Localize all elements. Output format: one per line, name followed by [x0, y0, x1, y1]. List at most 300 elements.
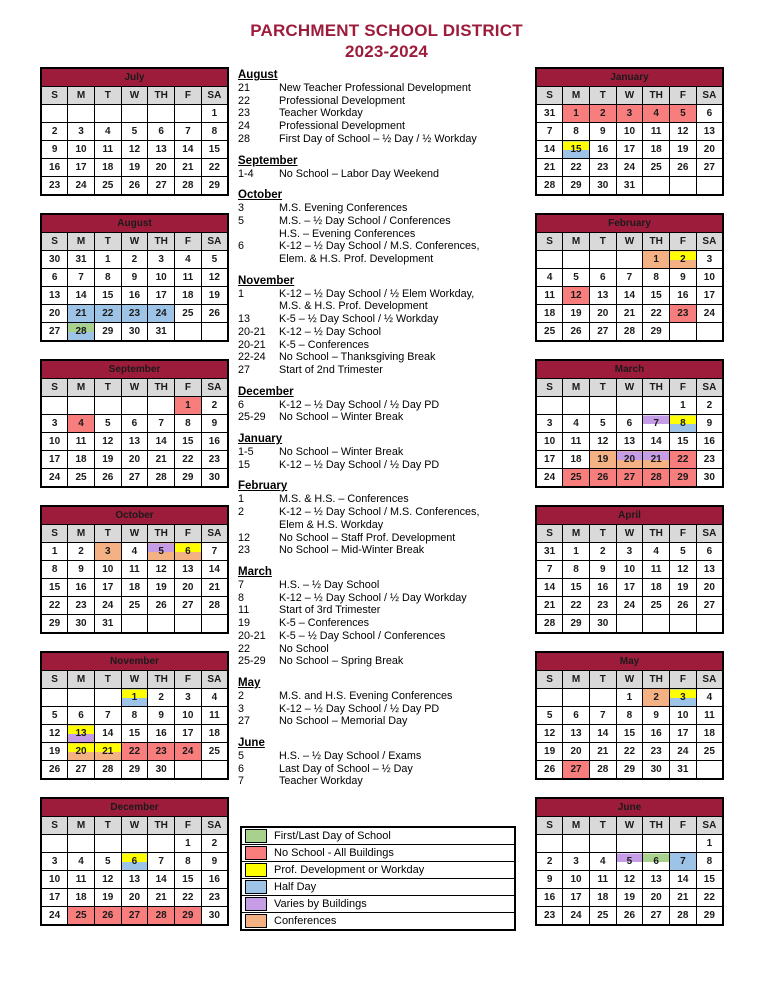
event-days: 20-21: [238, 325, 266, 338]
legend-label: Varies by Buildings: [274, 898, 367, 910]
calendar-day-cell: 15: [94, 287, 121, 305]
events-month-january: [238, 433, 526, 471]
event-row: [238, 532, 526, 545]
calendar-day-cell: 2: [41, 123, 68, 141]
event-days: 21: [238, 82, 251, 94]
calendar-empty-cell: [148, 615, 175, 634]
calendar-day-cell: 24: [563, 907, 590, 926]
calendar-day-cell: 8: [201, 123, 228, 141]
event-description-line: K-5 – Conferences: [279, 617, 370, 630]
calendar-day-cell: 13: [696, 123, 723, 141]
event-description: [279, 763, 526, 776]
calendar-day-cell: 12: [94, 871, 121, 889]
calendar-empty-cell: [643, 397, 670, 415]
calendar-month-name: July: [41, 68, 228, 87]
calendar-day-cell: 11: [536, 287, 563, 305]
day-of-week-header: T: [94, 87, 121, 105]
event-description: [279, 215, 526, 240]
calendar-day-cell: 15: [563, 141, 590, 159]
calendar-day-cell: 8: [563, 123, 590, 141]
title-line2: 2023-2024: [344, 42, 429, 61]
calendar-day-cell: 9: [201, 415, 228, 433]
calendar-empty-cell: [696, 177, 723, 196]
calendar-day-cell: 7: [643, 415, 670, 433]
calendar-day-cell: 13: [616, 433, 643, 451]
calendar-day-cell: 24: [616, 159, 643, 177]
event-days: 12: [238, 531, 251, 544]
calendar-day-cell: 1: [643, 251, 670, 269]
legend-swatch-orange: [245, 914, 267, 928]
calendar-empty-cell: [148, 105, 175, 123]
calendar-day-cell: 7: [616, 269, 643, 287]
calendar-day-cell: 26: [670, 159, 697, 177]
legend-swatch-yellow: [245, 863, 267, 877]
calendar-day-cell: 30: [696, 469, 723, 488]
calendar-day-cell: 23: [201, 451, 228, 469]
calendar-day-cell: 11: [643, 561, 670, 579]
calendar-day-cell: 21: [148, 451, 175, 469]
calendar-day-cell: 30: [148, 761, 175, 780]
calendar-day-cell: 9: [670, 269, 697, 287]
calendar-day-cell: 5: [563, 269, 590, 287]
calendar-day-cell: 30: [201, 469, 228, 488]
events-month-may: [238, 677, 526, 728]
day-of-week-header: F: [670, 817, 697, 835]
calendar-day-cell: 29: [696, 907, 723, 926]
event-row: [238, 703, 526, 716]
event-description-line: K-5 – Conferences: [279, 338, 370, 351]
calendar-month-name: April: [536, 506, 723, 525]
calendar-empty-cell: [616, 615, 643, 634]
calendar-day-cell: 26: [94, 907, 121, 926]
calendar-month-name: September: [41, 360, 228, 379]
event-description-line: K-5 – ½ Day School / Conferences: [279, 629, 446, 642]
day-of-week-header: W: [616, 233, 643, 251]
legend-row: [242, 845, 514, 862]
event-days: 23: [238, 544, 251, 557]
calendar-day-cell: 16: [148, 725, 175, 743]
calendar-empty-cell: [41, 397, 68, 415]
calendar-empty-cell: [201, 761, 228, 780]
calendar-empty-cell: [94, 105, 121, 123]
calendar-day-cell: 25: [175, 305, 202, 323]
calendar-day-cell: 19: [616, 889, 643, 907]
event-description: [279, 604, 526, 617]
day-of-week-header: TH: [148, 87, 175, 105]
calendar-day-cell: 12: [121, 141, 148, 159]
calendar-day-cell: 25: [68, 907, 95, 926]
calendar-day-cell: 23: [201, 889, 228, 907]
event-description-line: K-12 – ½ Day School / ½ Day PD: [279, 398, 440, 411]
events-month-march: [238, 566, 526, 668]
calendar-day-cell: 23: [589, 597, 616, 615]
calendar-day-cell: 25: [121, 597, 148, 615]
day-of-week-header: TH: [148, 817, 175, 835]
calendar-day-cell: 29: [563, 615, 590, 634]
event-description: [279, 351, 526, 364]
calendar-day-cell: 30: [643, 761, 670, 780]
calendar-day-cell: 10: [41, 433, 68, 451]
event-description-line: No School – Winter Break: [279, 446, 404, 459]
calendar-day-cell: 4: [696, 689, 723, 707]
calendar-day-cell: 2: [643, 689, 670, 707]
calendar-day-cell: 29: [175, 469, 202, 488]
calendar-day-cell: 2: [121, 251, 148, 269]
day-of-week-header: F: [670, 671, 697, 689]
legend-row: [242, 896, 514, 913]
calendar-day-cell: 16: [41, 159, 68, 177]
calendar-day-cell: 20: [589, 305, 616, 323]
calendar-day-cell: 15: [121, 725, 148, 743]
event-description: [279, 617, 526, 630]
calendar-day-cell: 28: [589, 761, 616, 780]
calendar-day-cell: 11: [175, 269, 202, 287]
calendar-empty-cell: [175, 323, 202, 342]
calendar-day-cell: 17: [41, 889, 68, 907]
event-row: [238, 399, 526, 412]
calendar-day-cell: 25: [563, 469, 590, 488]
event-description-line: Start of 2nd Trimester: [279, 363, 383, 376]
event-description: [279, 655, 526, 668]
events-month-november: [238, 275, 526, 377]
calendar-empty-cell: [616, 835, 643, 853]
calendar-day-cell: 24: [94, 597, 121, 615]
event-row: [238, 643, 526, 656]
event-row: [238, 690, 526, 703]
calendar-day-cell: 29: [121, 761, 148, 780]
calendar-day-cell: 9: [201, 853, 228, 871]
day-of-week-header: F: [175, 379, 202, 397]
calendar-october: [40, 505, 229, 634]
event-description-line: Elem. & H.S. Prof. Development: [279, 253, 434, 266]
calendar-day-cell: 31: [536, 105, 563, 123]
calendar-empty-cell: [121, 397, 148, 415]
calendar-day-cell: 6: [643, 853, 670, 871]
calendar-month-name: October: [41, 506, 228, 525]
calendar-day-cell: 6: [121, 415, 148, 433]
calendar-day-cell: 11: [563, 433, 590, 451]
calendar-day-cell: 19: [536, 743, 563, 761]
calendar-day-cell: 11: [643, 123, 670, 141]
calendar-day-cell: 13: [175, 561, 202, 579]
calendar-day-cell: 5: [121, 123, 148, 141]
calendar-day-cell: 26: [563, 323, 590, 342]
day-of-week-header: S: [536, 671, 563, 689]
calendar-day-cell: 4: [175, 251, 202, 269]
calendar-day-cell: 20: [148, 159, 175, 177]
event-row: [238, 168, 526, 181]
calendar-day-cell: 20: [696, 141, 723, 159]
calendar-day-cell: 4: [121, 543, 148, 561]
calendar-day-cell: 12: [589, 433, 616, 451]
event-row: [238, 240, 526, 265]
event-row: [238, 763, 526, 776]
event-description-line: First Day of School – ½ Day / ½ Workday: [279, 132, 477, 145]
event-description-line: M.S. & H.S. Prof. Development: [279, 300, 428, 313]
calendar-day-cell: 5: [148, 543, 175, 561]
calendar-day-cell: 11: [696, 707, 723, 725]
calendar-day-cell: 31: [616, 177, 643, 196]
calendar-day-cell: 23: [643, 743, 670, 761]
calendar-empty-cell: [589, 689, 616, 707]
calendar-day-cell: 15: [41, 579, 68, 597]
calendar-day-cell: 29: [41, 615, 68, 634]
calendar-june: [535, 797, 724, 926]
calendar-month-name: February: [536, 214, 723, 233]
event-description: [279, 630, 526, 643]
calendar-day-cell: 13: [148, 141, 175, 159]
calendar-day-cell: 12: [41, 725, 68, 743]
event-days: 7: [238, 775, 245, 788]
events-month-heading: November: [238, 274, 295, 287]
calendar-day-cell: 15: [175, 871, 202, 889]
page-title: [0, 20, 773, 62]
calendar-day-cell: 24: [616, 597, 643, 615]
calendar-month-name: June: [536, 798, 723, 817]
day-of-week-header: M: [68, 817, 95, 835]
event-days: 22: [238, 642, 251, 655]
calendar-march: [535, 359, 724, 488]
calendar-day-cell: 29: [616, 761, 643, 780]
event-description-line: K-12 – ½ Day School: [279, 325, 382, 338]
event-row: [238, 506, 526, 531]
event-days: 25-29: [238, 655, 266, 668]
calendar-day-cell: 17: [41, 451, 68, 469]
calendar-day-cell: 27: [175, 597, 202, 615]
calendar-day-cell: 7: [175, 123, 202, 141]
title-line1: PARCHMENT SCHOOL DISTRICT: [250, 21, 523, 40]
event-row: [238, 364, 526, 377]
day-of-week-header: S: [536, 525, 563, 543]
calendar-empty-cell: [536, 397, 563, 415]
day-of-week-header: SA: [696, 233, 723, 251]
calendar-day-cell: 9: [41, 141, 68, 159]
calendar-day-cell: 16: [68, 579, 95, 597]
calendar-day-cell: 18: [643, 141, 670, 159]
calendar-day-cell: 14: [175, 141, 202, 159]
calendar-empty-cell: [175, 615, 202, 634]
calendar-day-cell: 27: [643, 907, 670, 926]
calendar-empty-cell: [696, 615, 723, 634]
calendar-day-cell: 23: [536, 907, 563, 926]
event-description-line: No School – Memorial Day: [279, 715, 408, 728]
calendar-empty-cell: [616, 397, 643, 415]
calendar-day-cell: 3: [68, 123, 95, 141]
calendar-day-cell: 27: [589, 323, 616, 342]
event-days: 15: [238, 458, 251, 471]
event-description-line: No School – Staff Prof. Development: [279, 531, 456, 544]
event-description: [279, 446, 526, 459]
calendar-day-cell: 24: [670, 743, 697, 761]
event-days: 27: [238, 363, 251, 376]
calendar-day-cell: 24: [41, 469, 68, 488]
calendar-day-cell: 23: [696, 451, 723, 469]
day-of-week-header: SA: [696, 379, 723, 397]
day-of-week-header: TH: [643, 233, 670, 251]
day-of-week-header: W: [616, 525, 643, 543]
calendar-day-cell: 11: [94, 141, 121, 159]
calendar-day-cell: 8: [696, 853, 723, 871]
event-description: [279, 107, 526, 120]
calendar-day-cell: 22: [175, 451, 202, 469]
calendar-day-cell: 2: [589, 543, 616, 561]
calendar-day-cell: 8: [94, 269, 121, 287]
calendar-day-cell: 26: [670, 597, 697, 615]
calendar-day-cell: 1: [201, 105, 228, 123]
day-of-week-header: M: [563, 379, 590, 397]
day-of-week-header: SA: [201, 87, 228, 105]
calendar-day-cell: 7: [589, 707, 616, 725]
legend-swatch-red: [245, 846, 267, 860]
calendar-day-cell: 19: [94, 889, 121, 907]
calendar-day-cell: 26: [589, 469, 616, 488]
calendar-day-cell: 6: [68, 707, 95, 725]
calendar-day-cell: 24: [148, 305, 175, 323]
calendar-day-cell: 25: [536, 323, 563, 342]
calendar-day-cell: 12: [148, 561, 175, 579]
calendar-day-cell: 12: [670, 561, 697, 579]
day-of-week-header: TH: [148, 379, 175, 397]
day-of-week-header: SA: [696, 671, 723, 689]
legend-label: First/Last Day of School: [274, 830, 391, 842]
event-description: [279, 95, 526, 108]
event-description-line: H.S. – ½ Day School / Exams: [279, 750, 422, 763]
calendar-day-cell: 31: [68, 251, 95, 269]
calendar-empty-cell: [175, 761, 202, 780]
calendar-column-right: [535, 67, 724, 943]
calendar-day-cell: 14: [616, 287, 643, 305]
event-description-line: No School – Labor Day Weekend: [279, 167, 440, 180]
event-description-line: Last Day of School – ½ Day: [279, 762, 413, 775]
event-row: [238, 715, 526, 728]
calendar-day-cell: 26: [616, 907, 643, 926]
calendar-day-cell: 3: [670, 689, 697, 707]
event-days: 13: [238, 313, 251, 326]
event-row: [238, 411, 526, 424]
calendar-day-cell: 31: [148, 323, 175, 342]
calendar-day-cell: 17: [94, 579, 121, 597]
calendar-empty-cell: [201, 615, 228, 634]
day-of-week-header: T: [589, 817, 616, 835]
calendar-day-cell: 23: [68, 597, 95, 615]
calendar-day-cell: 29: [643, 323, 670, 342]
event-days: 7: [238, 578, 245, 591]
calendar-day-cell: 15: [175, 433, 202, 451]
event-row: [238, 750, 526, 763]
calendar-empty-cell: [94, 835, 121, 853]
day-of-week-header: TH: [643, 525, 670, 543]
event-row: [238, 630, 526, 643]
calendar-day-cell: 12: [563, 287, 590, 305]
calendar-day-cell: 17: [563, 889, 590, 907]
event-row: [238, 95, 526, 108]
day-of-week-header: TH: [148, 233, 175, 251]
calendar-day-cell: 1: [563, 105, 590, 123]
calendar-day-cell: 22: [175, 889, 202, 907]
event-row: [238, 544, 526, 557]
event-days: 1-4: [238, 167, 254, 180]
event-row: [238, 459, 526, 472]
event-row: [238, 592, 526, 605]
calendar-empty-cell: [696, 761, 723, 780]
calendar-empty-cell: [536, 251, 563, 269]
calendar-day-cell: 13: [41, 287, 68, 305]
calendar-day-cell: 1: [94, 251, 121, 269]
calendar-day-cell: 3: [41, 853, 68, 871]
calendar-day-cell: 15: [563, 579, 590, 597]
day-of-week-header: W: [121, 671, 148, 689]
calendar-day-cell: 12: [536, 725, 563, 743]
calendar-day-cell: 13: [696, 561, 723, 579]
calendar-day-cell: 24: [41, 907, 68, 926]
event-description-line: Teacher Workday: [279, 107, 363, 120]
calendar-day-cell: 7: [148, 415, 175, 433]
calendar-day-cell: 2: [589, 105, 616, 123]
calendar-day-cell: 18: [696, 725, 723, 743]
calendar-day-cell: 8: [175, 853, 202, 871]
calendar-day-cell: 20: [643, 889, 670, 907]
calendar-day-cell: 17: [670, 725, 697, 743]
calendar-day-cell: 9: [589, 561, 616, 579]
event-row: [238, 446, 526, 459]
day-of-week-header: S: [536, 233, 563, 251]
event-days: 1: [238, 287, 245, 300]
day-of-week-header: S: [41, 87, 68, 105]
event-description: [279, 592, 526, 605]
event-row: [238, 351, 526, 364]
event-description-line: Elem & H.S. Workday: [279, 518, 384, 531]
calendar-empty-cell: [563, 397, 590, 415]
event-description-line: M.S. & H.S. – Conferences: [279, 493, 409, 506]
calendar-day-cell: 19: [201, 287, 228, 305]
calendar-day-cell: 27: [696, 159, 723, 177]
calendar-day-cell: 18: [201, 725, 228, 743]
calendar-month-name: December: [41, 798, 228, 817]
calendar-day-cell: 16: [589, 579, 616, 597]
calendar-day-cell: 31: [536, 543, 563, 561]
calendar-day-cell: 10: [563, 871, 590, 889]
calendar-day-cell: 23: [41, 177, 68, 196]
event-days: 19: [238, 617, 251, 630]
calendar-day-cell: 29: [175, 907, 202, 926]
day-of-week-header: TH: [643, 87, 670, 105]
calendar-day-cell: 5: [94, 853, 121, 871]
calendar-empty-cell: [121, 615, 148, 634]
day-of-week-header: F: [670, 87, 697, 105]
day-of-week-header: M: [68, 671, 95, 689]
event-description-line: H.S. – Evening Conferences: [279, 227, 416, 240]
calendar-day-cell: 4: [68, 853, 95, 871]
events-month-october: [238, 189, 526, 266]
calendar-empty-cell: [41, 835, 68, 853]
calendar-day-cell: 16: [589, 141, 616, 159]
calendar-day-cell: 30: [68, 615, 95, 634]
calendar-day-cell: 22: [643, 305, 670, 323]
calendar-day-cell: 29: [563, 177, 590, 196]
calendar-day-cell: 3: [616, 105, 643, 123]
day-of-week-header: M: [563, 525, 590, 543]
events-month-heading: October: [238, 189, 283, 202]
event-days: 28: [238, 132, 251, 145]
calendar-day-cell: 25: [696, 743, 723, 761]
event-description: [279, 120, 526, 133]
event-days: 24: [238, 120, 251, 133]
calendar-day-cell: 14: [94, 725, 121, 743]
calendar-day-cell: 21: [670, 889, 697, 907]
calendar-day-cell: 7: [148, 853, 175, 871]
calendar-day-cell: 13: [121, 871, 148, 889]
calendar-day-cell: 23: [589, 159, 616, 177]
